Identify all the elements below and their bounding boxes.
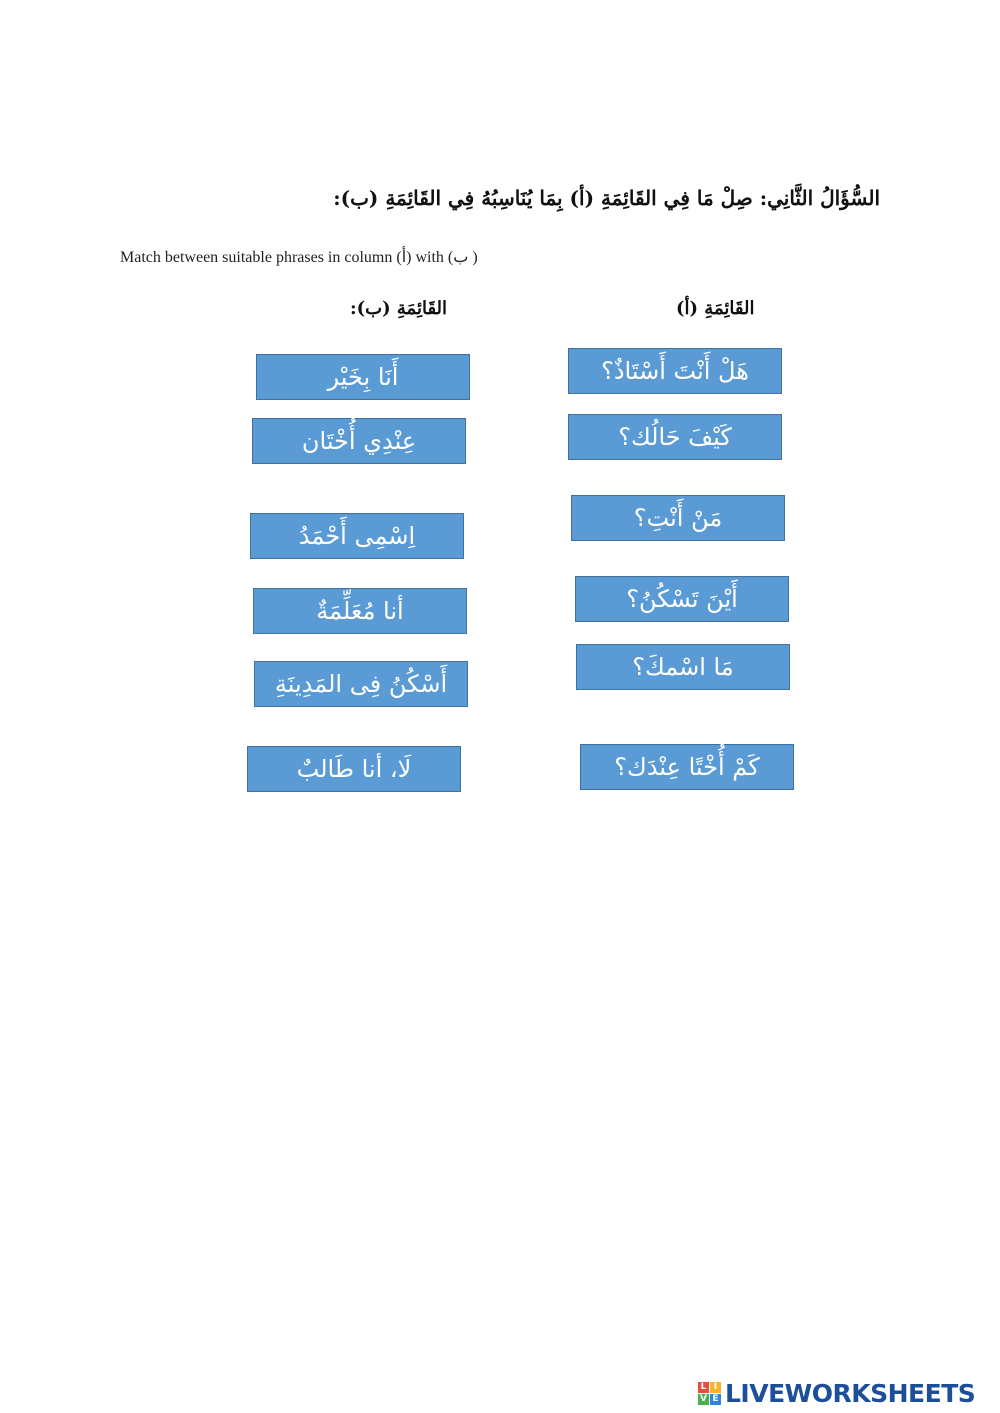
column-b-item-5[interactable]: أَسْكُنُ فِى المَدِينَةِ [254, 661, 468, 707]
column-a-item-1[interactable]: هَلْ أَنْتَ أَسْتَاذٌ؟ [568, 348, 782, 394]
column-a-item-6[interactable]: كَمْ أُخْتًا عِنْدَك؟ [580, 744, 794, 790]
logo-mark-icon [698, 1382, 721, 1405]
column-a-item-5[interactable]: مَا اسْمكَ؟ [576, 644, 790, 690]
column-a-item-3[interactable]: مَنْ أَنْتِ؟ [571, 495, 785, 541]
column-a-heading: القَائِمَةِ (أ) [676, 298, 755, 319]
column-b-item-4[interactable]: أنا مُعَلِّمَةٌ [253, 588, 467, 634]
column-b-item-6[interactable]: لَا، أنا طَالبٌ [247, 746, 461, 792]
logo-mark-letter: E [710, 1394, 721, 1405]
logo-mark-letter: I [710, 1382, 721, 1393]
logo-mark-letter: V [698, 1394, 709, 1405]
column-b-item-2[interactable]: عِنْدِي أُخْتَان [252, 418, 466, 464]
column-b-item-3[interactable]: اِسْمِى أَحْمَدُ [250, 513, 464, 559]
column-a-item-2[interactable]: كَيْفَ حَالُك؟ [568, 414, 782, 460]
column-b-item-1[interactable]: أَنَا بِخَيْر [256, 354, 470, 400]
logo-mark-letter: L [698, 1382, 709, 1393]
column-a-item-4[interactable]: أَيْنَ تَسْكُنُ؟ [575, 576, 789, 622]
liveworksheets-logo [698, 1378, 975, 1408]
column-b-heading: القَائِمَةِ (ب): [350, 298, 448, 319]
instruction-text: Match between suitable phrases in column (أ) with (ب ) [120, 249, 478, 266]
question-title: السُّؤَالُ الثَّانِي: صِلْ مَا فِي القَائِمَةِ (أ) بِمَا يُنَاسِبُهُ فِي القَائِمَةِ (ب): [333, 186, 880, 210]
logo-text: LIVEWORKSHEETS [725, 1378, 976, 1408]
